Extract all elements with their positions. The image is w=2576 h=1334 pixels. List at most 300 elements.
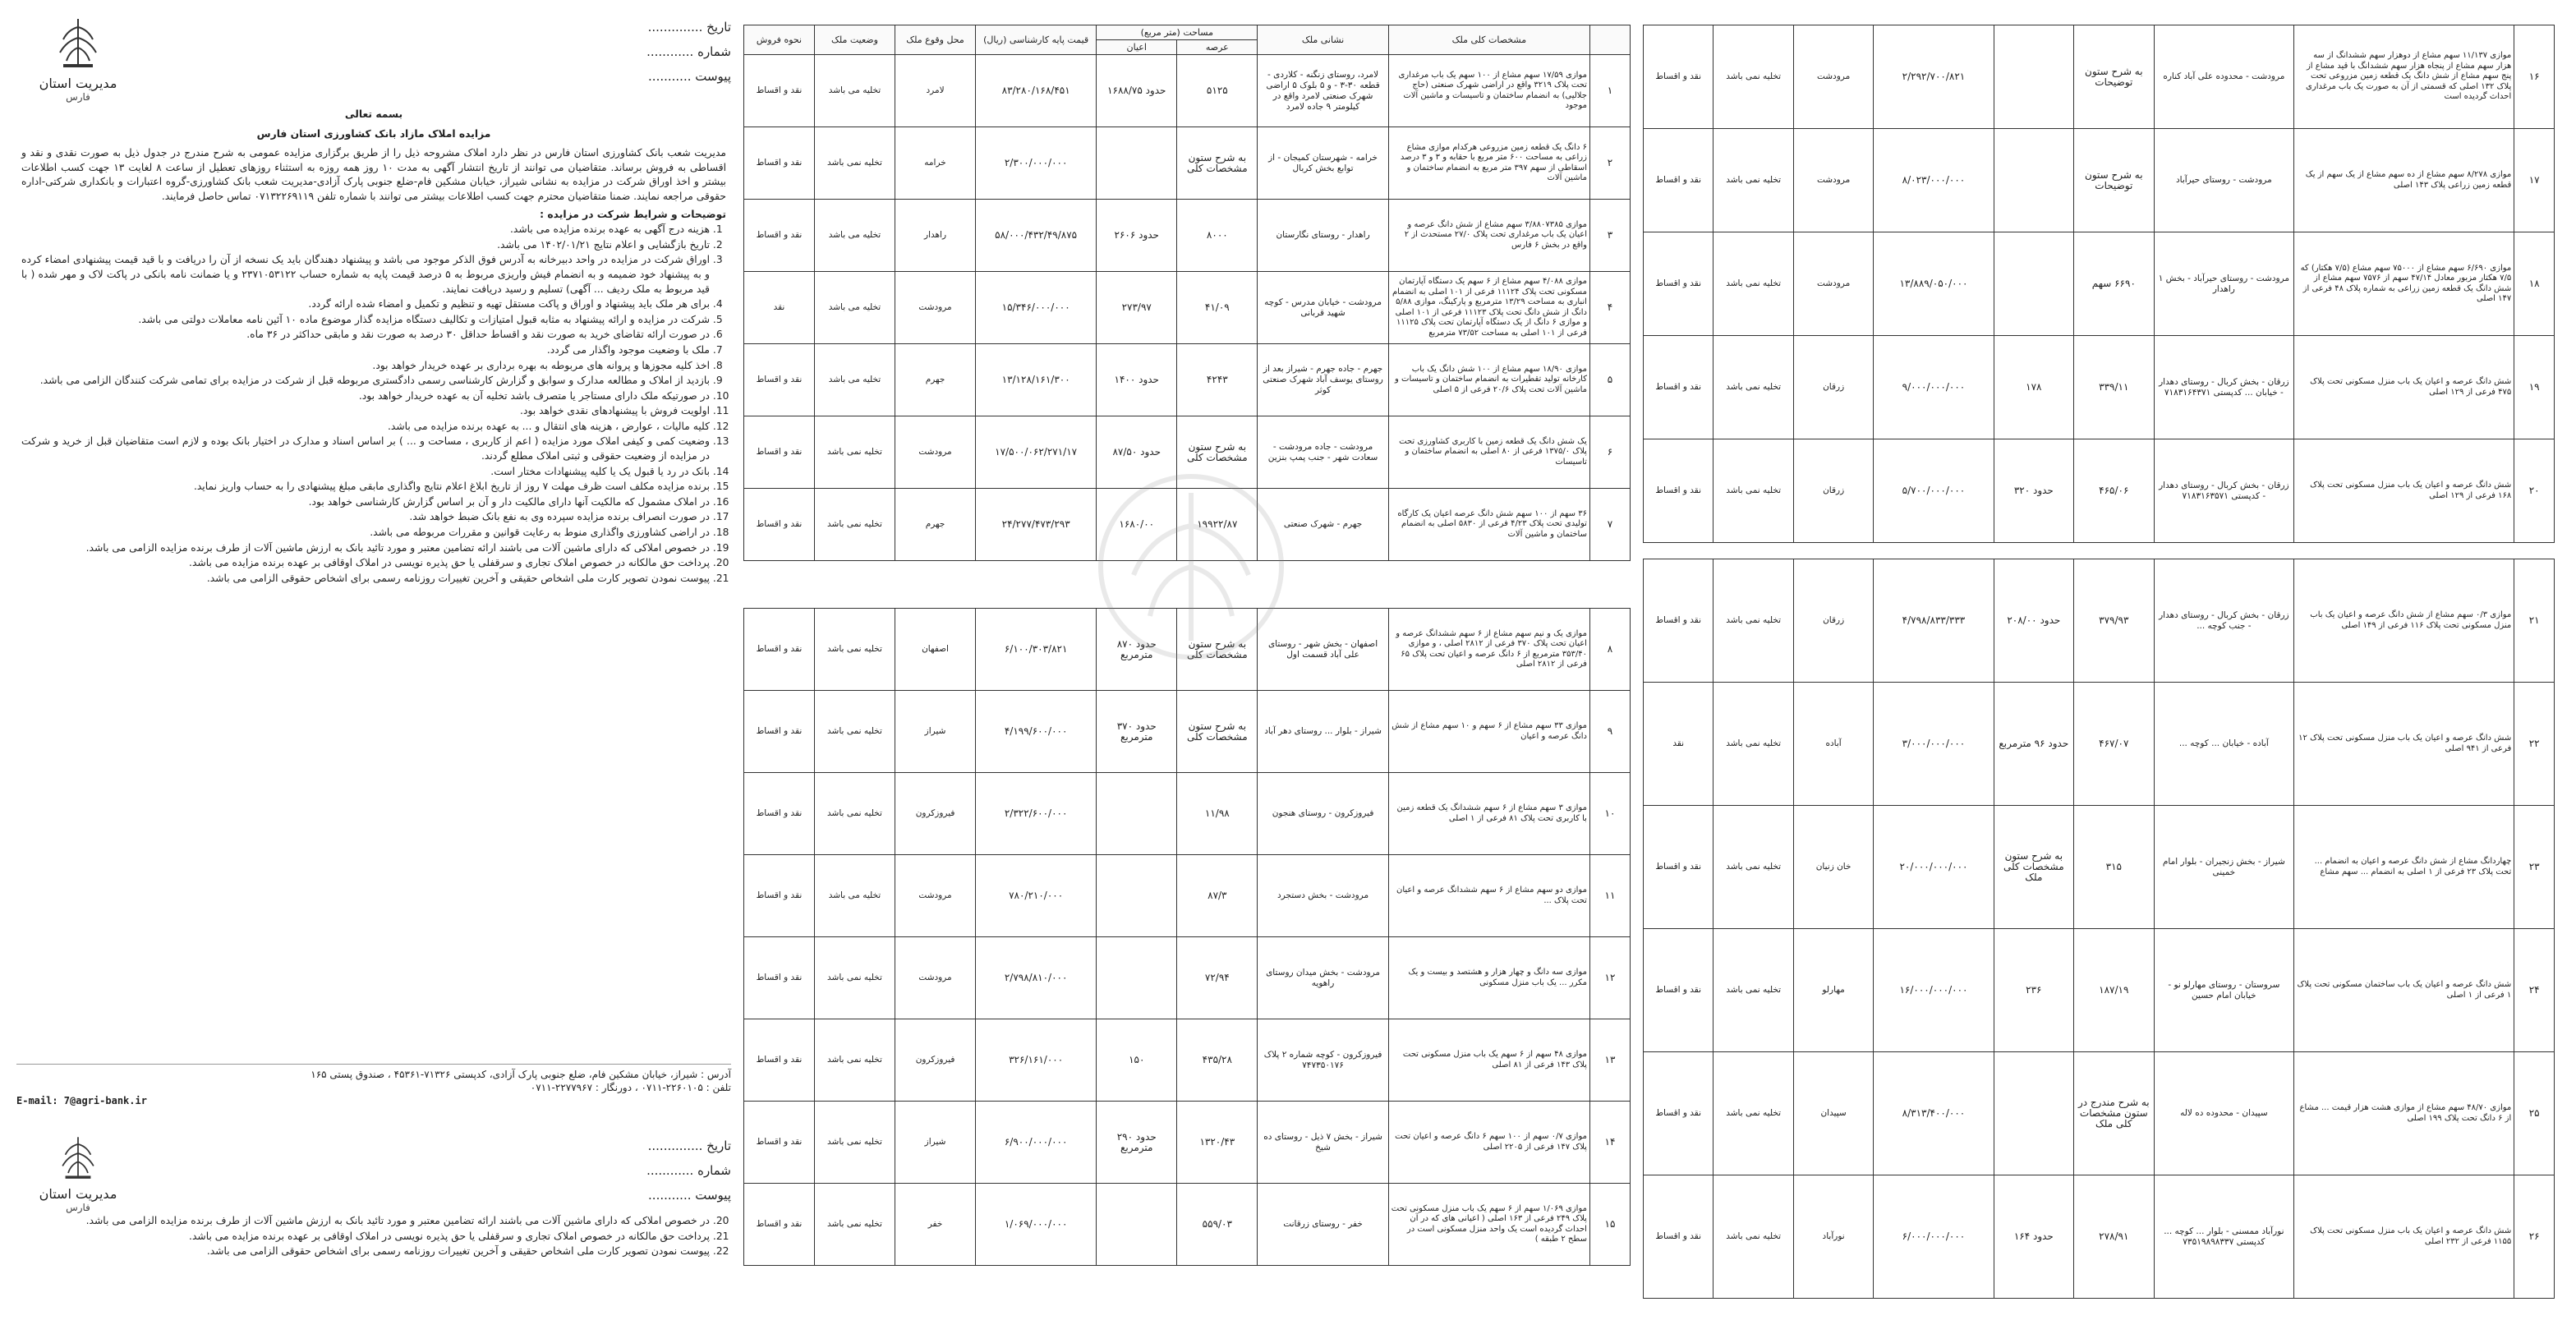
cell-price: ۲/۳۲۲/۶۰۰/۰۰۰	[976, 773, 1097, 855]
cell-n: ۲۱	[2514, 559, 2555, 683]
cell-desc: موازی سه دانگ و چهار هزار و هشتصد و بیست و یک مکرر ... یک باب منزل مسکونی	[1388, 937, 1589, 1019]
cell-land: به شرح ستون مشخصات کلی	[1177, 416, 1258, 489]
table-body	[744, 609, 1631, 1266]
table-row	[1644, 1175, 2555, 1299]
col-specs: مشخصات کلی ملک	[1388, 25, 1589, 55]
cell-n: ۱۹	[2514, 336, 2555, 439]
cell-desc: شش دانگ عرصه و اعیان یک باب ساختمان مسکونی تحت پلاک ۱ فرعی از ۱ اصلی	[2294, 929, 2514, 1052]
cell-n: ۱۵	[1589, 1184, 1630, 1266]
wheat-logo-icon	[45, 15, 111, 72]
cell-price: ۸/۰۲۳/۰۰۰/۰۰۰	[1874, 129, 1994, 232]
cell-sale: نقد و اقساط	[1644, 336, 1714, 439]
cell-loc: لامرد	[895, 55, 976, 127]
cell-addr: مرودشت - روستای حیرآباد	[2154, 129, 2294, 232]
table-row	[1644, 806, 2555, 929]
cell-status: تخلیه می باشد	[814, 200, 895, 272]
cell-addr: خفر - روستای زرقانت	[1258, 1184, 1388, 1266]
cell-sale: نقد	[1644, 683, 1714, 806]
condition-item: 20. پرداخت حق مالکانه در خصوص املاک تجاری و سرقفلی یا حق پذیره نویسی در املاک اوقافی بر عهده برنده مزایده می باشد.	[21, 556, 710, 571]
cell-n: ۱	[1589, 55, 1630, 127]
cell-desc: موازی ۱۱/۱۳۷ سهم مشاع از دوهزار سهم ششدانگ از سه هزار سهم مشاع از پنجاه هزار سهم ششدانگ با قید مشاع از پنج سهم مشاع از شش دانگ یک قطعه زمین مزروعی تحت پلاک ۱۳۲ اصلی که قسمتی از آن به صورت یک باب مرغداری احداث گردیده است	[2294, 25, 2514, 129]
condition-item: 9. بازدید از املاک و مطالعه مدارک و سوابق و گزارش کارشناسی رسمی دادگستری مربوطه قبل از شرکت در مزایده برای تمامی شرکت کنندگان الزامی می باشد.	[21, 374, 710, 389]
cell-addr: مرودشت - بخش دستجرد	[1258, 855, 1388, 937]
condition-item: 16. در املاک مشمول که مالکیت آنها دارای مالکیت دار و آن بر اساس گزارش کارشناسی خواهد بود.	[21, 495, 710, 510]
org-caption: مدیریت استان	[39, 76, 117, 91]
cell-sale: نقد و اقساط	[744, 200, 815, 272]
org-sub: فارس	[66, 91, 90, 103]
cell-bld	[1097, 1184, 1177, 1266]
cell-bld	[1994, 232, 2073, 336]
cell-price: ۶/۰۰۰/۰۰۰/۰۰۰	[1874, 1175, 1994, 1299]
cell-status: تخلیه نمی باشد	[1714, 232, 1793, 336]
table-row	[1644, 683, 2555, 806]
conditions-title: توضیحات و شرایط شرکت در مزایده :	[540, 208, 726, 220]
cell-addr: زرقان - بخش کربال - روستای دهدار - جنب کوچه ...	[2154, 559, 2294, 683]
cell-n: ۱۶	[2514, 25, 2555, 129]
cell-status: تخلیه نمی باشد	[814, 773, 895, 855]
cell-sale: نقد و اقساط	[1644, 929, 1714, 1052]
cell-status: تخلیه می باشد	[814, 272, 895, 344]
cell-loc: جهرم	[895, 344, 976, 416]
cell-desc: موازی ۱۷/۵۹ سهم مشاع از ۱۰۰ سهم یک باب مرغداری تحت پلاک ۳۲۱۹ واقع در اراضی شهرک صنعتی (حاج جلالیی) به انضمام ساختمان و تاسیسات و ماشین آلات موجود	[1388, 55, 1589, 127]
cell-n: ۴	[1589, 272, 1630, 344]
cell-price: ۲۰/۰۰۰/۰۰۰/۰۰۰	[1874, 806, 1994, 929]
cell-loc: خان زنیان	[1793, 806, 1873, 929]
cell-addr: جهرم - جاده جهرم - شیراز بعد از روستای یوسف آباد شهرک صنعتی کوثر	[1258, 344, 1388, 416]
cell-n: ۱۲	[1589, 937, 1630, 1019]
letter-meta	[646, 15, 731, 89]
cell-land: ۳۱۵	[2074, 806, 2154, 929]
table-row	[744, 1019, 1631, 1102]
table-row	[744, 609, 1631, 691]
condition-item: 20. در خصوص املاکی که دارای ماشین آلات می باشند ارائه تضامین معتبر و مورد تائید بانک به ارزش ماشین آلات از طرف برنده مزایده الزامی می باشد.	[21, 1214, 710, 1229]
cell-addr: زرقان - بخش کربال - روستای دهدار - کدپستی ۷۱۸۳۱۶۳۵۷۱	[2154, 439, 2294, 543]
condition-item: 2. تاریخ بازگشایی و اعلام نتایج ۱۴۰۲/۰۱/۲۱ می باشد.	[21, 238, 710, 253]
cell-status: تخلیه نمی باشد	[814, 127, 895, 200]
letter-page-2	[16, 1134, 731, 1322]
cell-loc: راهدار	[895, 200, 976, 272]
table-row	[1644, 1052, 2555, 1175]
cell-desc: ۳۶ سهم از ۱۰۰ سهم شش دانگ عرصه اعیان یک کارگاه تولیدی تحت پلاک ۴/۲۳ فرعی از ۵۸۳۰ اصلی به انضمام ساختمان و ماشین آلات	[1388, 489, 1589, 561]
cell-status: تخلیه می باشد	[814, 55, 895, 127]
cell-desc: موازی یک و نیم سهم مشاع از ۶ سهم ششدانگ عرصه و اعیان تحت پلاک ۳۷۰ فرعی از ۲۸۱۲ اصلی ، و موازی ۳۵۳/۴۰ مترمربع از ۶ دانگ عرصه و اعیان تحت پلاک ۶۵ فرعی از ۲۸۱۲ اصلی	[1388, 609, 1589, 691]
org-sub: فارس	[66, 1202, 90, 1213]
condition-item: 14. بانک در رد یا قبول یک یا کلیه پیشنهادات مختار است.	[21, 465, 710, 480]
cell-sale: نقد و اقساط	[744, 691, 815, 773]
cell-status: تخلیه نمی باشد	[1714, 559, 1793, 683]
cell-n: ۱۰	[1589, 773, 1630, 855]
cell-status: تخلیه نمی باشد	[814, 489, 895, 561]
cell-desc: موازی ۴/۰۸۸ سهم مشاع از ۶ سهم یک دستگاه آپارتمان مسکونی تحت پلاک ۱۱۱۲۴ فرعی از ۱۰۱ اصلی به انضمام انباری به مساحت ۱۳/۲۹ مترمربع و پارکینگ، موازی ۵/۸۸ دانگ از شش دانگ تحت پلاک ۱۱۱۲۳ فرعی از ۱۰۱ اصلی و موازی ۶ دانگ از یک دستگاه آپارتمان تحت پلاک ۱۱۱۲۵ فرعی از ۱۰۱ اصلی به مساحت ۷۳/۵۲ مترمربع	[1388, 272, 1589, 344]
cell-bld: حدود ۸۷۰ مترمربع	[1097, 609, 1177, 691]
table-row	[744, 773, 1631, 855]
cell-price: ۲/۷۹۸/۸۱۰/۰۰۰	[976, 937, 1097, 1019]
cell-land: به شرح ستون توضیحات	[2074, 129, 2154, 232]
cell-bld: حدود ۱۴۰۰	[1097, 344, 1177, 416]
cell-sale: نقد و اقساط	[1644, 129, 1714, 232]
cell-status: تخلیه نمی باشد	[814, 609, 895, 691]
cell-addr: مرودشت - بخش میدان روستای راهویه	[1258, 937, 1388, 1019]
cell-land: ۱۸۷/۱۹	[2074, 929, 2154, 1052]
condition-item: 4. برای هر ملک باید پیشنهاد و اوراق و پاکت مستقل تهیه و تنظیم و تکمیل و امضاء شده ارائه گردد.	[21, 297, 710, 312]
condition-item: 3. اوراق شرکت در مزایده در واحد دبیرخانه به آدرس فوق الذکر موجود می باشد و پیشنهاد دهندگان باید یک نسخه از آن را دریافت و با قید قیمت پیشنهادی امضاء کرده و به پیشنهاد خود ضمیمه و به انضمام فیش واریزی مربوط به ۵ درصد قیمت پایه به شماره حساب ۲۳۷۱۰۵۳۱۲۲ و یا ضمانت نامه بانکی در پاکت لاک و مهر شده ( با قید مربوط به ملک ردیف ... آگهی) تسلیم و رسید دریافت نمایند.	[21, 253, 710, 297]
cell-desc: موازی ۴۸/۷۰ سهم مشاع از موازی هشت هزار قیمت ... مشاع از ۶ دانگ تحت پلاک ۱۹۹ اصلی	[2294, 1052, 2514, 1175]
cell-loc: اصفهان	[895, 609, 976, 691]
conditions-list-2	[21, 1214, 726, 1259]
condition-item: 6. در صورت ارائه تقاضای خرید به صورت نقد و اقساط حداقل ۳۰ درصد به صورت نقد و مابقی حداکثر در ۳۶ ماه.	[21, 328, 710, 343]
cell-addr: راهدار - روستای نگارستان	[1258, 200, 1388, 272]
cell-land: به شرح ستون مشخصات کلی	[1177, 127, 1258, 200]
cell-desc: موازی ۳/۸۸۰۷۳۸۵ سهم مشاع از شش دانگ عرصه و اعیان یک باب مرغداری تحت پلاک ۲۷/۰ مستحدث از ۲ واقع در بخش ۶ فارس	[1388, 200, 1589, 272]
cell-status: تخلیه نمی باشد	[1714, 929, 1793, 1052]
number-label: شماره ............	[646, 1163, 731, 1178]
col-price: قیمت پایه کارشناسی (ریال)	[976, 25, 1097, 55]
cell-loc: خرامه	[895, 127, 976, 200]
condition-item: 17. در صورت انصراف برنده مزایده سپرده وی به نفع بانک ضبط خواهد شد.	[21, 510, 710, 525]
cell-desc: موازی ۰/۳ سهم مشاع از شش دانگ عرصه و اعیان یک باب منزل مسکونی تحت پلاک ۱۱۶ فرعی از ۱۴۹ اصلی	[2294, 559, 2514, 683]
cell-status: تخلیه نمی باشد	[814, 937, 895, 1019]
cell-land: ۴۳۵/۲۸	[1177, 1019, 1258, 1102]
cell-desc: شش دانگ عرصه و اعیان یک باب منزل مسکونی تحت پلاک ۱۶۸ فرعی از ۱۲۹ اصلی	[2294, 439, 2514, 543]
cell-sale: نقد و اقساط	[1644, 232, 1714, 336]
col-row	[1589, 25, 1630, 55]
cell-land: به شرح ستون مشخصات کلی	[1177, 609, 1258, 691]
cell-price: ۱۶/۰۰۰/۰۰۰/۰۰۰	[1874, 929, 1994, 1052]
cell-price: ۴/۷۹۸/۸۳۳/۳۳۳	[1874, 559, 1994, 683]
cell-land: ۱۳۲۰/۴۳	[1177, 1102, 1258, 1184]
letter-page-1	[16, 15, 731, 1107]
cell-land: ۲۷۸/۹۱	[2074, 1175, 2154, 1299]
table-body	[1644, 559, 2555, 1299]
cell-loc: شیراز	[895, 691, 976, 773]
cell-addr: فیروزکرون - کوچه شماره ۲ پلاک ۷۴۷۳۵۰۱۷۶	[1258, 1019, 1388, 1102]
cell-land: ۴۱/۰۹	[1177, 272, 1258, 344]
cell-sale: نقد و اقساط	[1644, 806, 1714, 929]
cell-status: تخلیه نمی باشد	[1714, 439, 1793, 543]
footer-phone: تلفن : ۲۲۶۰۱۰۵-۰۷۱۱ ، دورنگار : ۲۲۷۷۹۶۷-۰۷۱۱	[530, 1082, 731, 1093]
cell-status: تخلیه نمی باشد	[1714, 1175, 1793, 1299]
col-address: نشانی ملک	[1258, 25, 1388, 55]
table-row	[744, 1184, 1631, 1266]
letterhead-2	[16, 1134, 731, 1213]
cell-loc: مرودشت	[1793, 232, 1873, 336]
col-location: محل وقوع ملک	[895, 25, 976, 55]
footer-email: E-mail: 7@agri-bank.ir	[16, 1095, 147, 1106]
cell-addr: مرودشت - روستای حیرآباد - بخش ۱ راهدار	[2154, 232, 2294, 336]
cell-price: ۳۲۶/۱۶۱/۰۰۰	[976, 1019, 1097, 1102]
cell-price: ۵۸/۰۰۰/۴۳۲/۴۹/۸۷۵	[976, 200, 1097, 272]
cell-bld	[1994, 25, 2073, 129]
cell-bld	[1097, 855, 1177, 937]
cell-desc: شش دانگ عرصه و اعیان یک باب منزل مسکونی تحت پلاک ۱۲ فرعی از ۹۴۱ اصلی	[2294, 683, 2514, 806]
cell-loc: مهارلو	[1793, 929, 1873, 1052]
cell-land: ۴۲۴۳	[1177, 344, 1258, 416]
cell-price: ۱۳/۱۲۸/۱۶۱/۳۰۰	[976, 344, 1097, 416]
cell-n: ۷	[1589, 489, 1630, 561]
cell-sale: نقد و اقساط	[744, 609, 815, 691]
cell-price: ۱۷/۵۰۰/۰۶۲/۲۷۱/۱۷	[976, 416, 1097, 489]
cell-status: تخلیه نمی باشد	[1714, 806, 1793, 929]
cell-desc: شش دانگ عرصه و اعیان یک باب منزل مسکونی تحت پلاک ۱۱۵۵ فرعی از ۲۳۲ اصلی	[2294, 1175, 2514, 1299]
cell-sale: نقد و اقساط	[1644, 25, 1714, 129]
cell-n: ۶	[1589, 416, 1630, 489]
cell-bld: حدود ۲۶۰۶	[1097, 200, 1177, 272]
property-table-2	[743, 608, 1631, 1266]
cell-status: تخلیه نمی باشد	[814, 691, 895, 773]
cell-n: ۱۴	[1589, 1102, 1630, 1184]
condition-item: 19. در خصوص املاکی که دارای ماشین آلات می باشند ارائه تضامین معتبر و مورد تائید بانک به ارزش ماشین آلات از طرف برنده مزایده الزامی می باشد.	[21, 541, 710, 556]
cell-n: ۵	[1589, 344, 1630, 416]
cell-price: ۳/۰۰۰/۰۰۰/۰۰۰	[1874, 683, 1994, 806]
cell-bld	[1994, 129, 2073, 232]
cell-n: ۱۱	[1589, 855, 1630, 937]
cell-n: ۲۳	[2514, 806, 2555, 929]
attachment-label: پیوست ...........	[648, 69, 731, 84]
cell-sale: نقد و اقساط	[744, 855, 815, 937]
cell-bld: ۲۷۳/۹۷	[1097, 272, 1177, 344]
cell-n: ۲	[1589, 127, 1630, 200]
cell-addr: اصفهان - بخش شهر - روستای علی آباد قسمت اول	[1258, 609, 1388, 691]
cell-n: ۲۵	[2514, 1052, 2555, 1175]
date-label: تاریخ ..............	[647, 20, 731, 34]
property-table-1	[743, 25, 1631, 561]
cell-n: ۱۷	[2514, 129, 2555, 232]
cell-bld: ۱۶۸۰/۰۰	[1097, 489, 1177, 561]
cell-n: ۲۲	[2514, 683, 2555, 806]
cell-price: ۸/۳۱۳/۴۰۰/۰۰۰	[1874, 1052, 1994, 1175]
col-area: مساحت (متر مربع)	[1097, 25, 1258, 40]
cell-land: به شرح مندرج در ستون مشخصات کلی ملک	[2074, 1052, 2154, 1175]
cell-addr: مرودشت - محدوده علی آباد کناره	[2154, 25, 2294, 129]
cell-status: تخلیه نمی باشد	[1714, 336, 1793, 439]
table-row	[1644, 439, 2555, 543]
cell-price: ۲/۲۹۲/۷۰۰/۸۲۱	[1874, 25, 1994, 129]
cell-addr: مرودشت - جاده مرودشت - سعادت شهر - جنب پمپ بنزین	[1258, 416, 1388, 489]
cell-desc: چهاردانگ مشاع از شش دانگ عرصه و اعیان به انضمام ... تحت پلاک ۲۳ فرعی از ۱ اصلی به انضمام ... سهم مشاع	[2294, 806, 2514, 929]
cell-bld	[1097, 127, 1177, 200]
cell-price: ۲/۳۰۰/۰۰۰/۰۰۰	[976, 127, 1097, 200]
cell-land: ۶۶۹۰ سهم	[2074, 232, 2154, 336]
date-label: تاریخ ..............	[647, 1138, 731, 1153]
cell-sale: نقد و اقساط	[1644, 1175, 1714, 1299]
table-row	[744, 344, 1631, 416]
table-body	[744, 55, 1631, 561]
cell-loc: جهرم	[895, 489, 976, 561]
cell-price: ۵/۷۰۰/۰۰۰/۰۰۰	[1874, 439, 1994, 543]
letter-title: مزایده املاک مازاد بانک کشاورزی استان فارس	[256, 127, 491, 140]
wheat-logo-icon	[49, 1134, 107, 1183]
cell-status: تخلیه نمی باشد	[1714, 1052, 1793, 1175]
cell-addr: خرامه - شهرستان کمیجان - از توابع بخش کربال	[1258, 127, 1388, 200]
cell-land: ۸۰۰۰	[1177, 200, 1258, 272]
cell-desc: یک شش دانگ یک قطعه زمین با کاربری کشاورزی تحت پلاک ۱۳۷۵/۰ فرعی از ۸۰ اصلی به انضمام ساختمان و تاسیسات	[1388, 416, 1589, 489]
cell-status: تخلیه نمی باشد	[1714, 25, 1793, 129]
cell-bld: حدود ۸۷/۵۰	[1097, 416, 1177, 489]
condition-item: 15. برنده مزایده مکلف است ظرف مهلت ۷ روز از تاریخ ابلاغ اعلام نتایج واگذاری مابقی مبلغ پیشنهادی را به حساب واریز نماید.	[21, 480, 710, 494]
cell-land: ۵۵۹/۰۳	[1177, 1184, 1258, 1266]
cell-sale: نقد و اقساط	[744, 489, 815, 561]
cell-addr: نورآباد ممسنی - بلوار ... کوچه ... کدپستی ۷۳۵۱۹۸۹۸۳۳۷	[2154, 1175, 2294, 1299]
table-row	[1644, 232, 2555, 336]
cell-desc: موازی ۴۸ سهم از ۶ سهم یک باب منزل مسکونی تحت پلاک ۱۴۳ فرعی از ۸۱ اصلی	[1388, 1019, 1589, 1102]
cell-status: تخلیه می باشد	[814, 344, 895, 416]
cell-bld: حدود ۲۰۸/۰۰	[1994, 559, 2073, 683]
condition-item: 18. در اراضی کشاورزی واگذاری منوط به رعایت قوانین و مقررات مربوطه می باشد.	[21, 526, 710, 540]
cell-desc: موازی ۳ سهم مشاع از ۶ سهم ششدانگ یک قطعه زمین با کاربری تحت پلاک ۸۱ فرعی از ۱ اصلی	[1388, 773, 1589, 855]
cell-sale: نقد و اقساط	[744, 127, 815, 200]
cell-n: ۹	[1589, 691, 1630, 773]
cell-status: تخلیه نمی باشد	[814, 1019, 895, 1102]
cell-loc: نورآباد	[1793, 1175, 1873, 1299]
condition-item: 10. در صورتیکه ملک دارای مستاجر یا متصرف باشد تخلیه آن به عهده خریدار خواهد بود.	[21, 389, 710, 404]
cell-land: ۱۱/۹۸	[1177, 773, 1258, 855]
table-row	[1644, 559, 2555, 683]
cell-bld: حدود ۱۶۸۸/۷۵	[1097, 55, 1177, 127]
property-table-4	[1643, 559, 2555, 1299]
letter-body	[16, 108, 731, 586]
cell-price: ۹/۰۰۰/۰۰۰/۰۰۰	[1874, 336, 1994, 439]
cell-sale: نقد و اقساط	[744, 937, 815, 1019]
cell-desc: موازی ۳۳ سهم مشاع از ۶ سهم و ۱۰ سهم مشاع از شش دانگ عرصه و اعیان	[1388, 691, 1589, 773]
cell-loc: شیراز	[895, 1102, 976, 1184]
cell-price: ۲۴/۲۷۷/۴۷۳/۲۹۳	[976, 489, 1097, 561]
cell-bld: حدود ۱۶۴	[1994, 1175, 2073, 1299]
cell-loc: فیروزکرون	[895, 773, 976, 855]
cell-n: ۳	[1589, 200, 1630, 272]
cell-desc: ۶ دانگ یک قطعه زمین مزروعی هرکدام موازی مشاع زراعی به مساحت ۶۰۰ متر مربع با حقابه و ۳ و ۳ درصد اسقاطی از سهم ۳۹۷ متر مربع به انضمام ساختمان و ماشین آلات	[1388, 127, 1589, 200]
table-row	[744, 200, 1631, 272]
bismillah: بسمه تعالی	[344, 108, 403, 120]
table-row	[744, 1102, 1631, 1184]
cell-loc: مرودشت	[895, 416, 976, 489]
col-sale: نحوه فروش	[744, 25, 815, 55]
cell-n: ۱۳	[1589, 1019, 1630, 1102]
cell-bld	[1097, 773, 1177, 855]
cell-addr: زرقان - بخش کربال - روستای دهدار - خیابان ... کدپستی ۷۱۸۳۱۶۴۳۷۱	[2154, 336, 2294, 439]
cell-desc: موازی ۶/۶۹۰ سهم مشاع از ۷۵۰۰۰ سهم مشاع (۷/۵ هکتار) که ۷/۵ هکتار مزبور معادل ۴۷/۱۴ سهم از ۷۵۷۶ سهم مشاع از شش دانگ یک قطعه زمین زراعی به شماره پلاک ۴۸ فرعی از ۱۴۷ اصلی	[2294, 232, 2514, 336]
col-area-land: عرصه	[1177, 40, 1258, 55]
cell-bld: حدود ۳۷۰ مترمربع	[1097, 691, 1177, 773]
cell-status: تخلیه نمی باشد	[1714, 683, 1793, 806]
cell-loc: زرقان	[1793, 559, 1873, 683]
col-area-building: اعیان	[1097, 40, 1177, 55]
condition-item: 13. وضعیت کمی و کیفی املاک مورد مزایده ( اعم از کاربری ، مساحت و ... ) بر اساس اسناد و مدارک در اختیار بانک بوده و لازم است متقاضیان قبل از خرید و شرکت در مزایده از وضعیت حقوقی و ثبتی املاک مطلع گردند.	[21, 435, 710, 463]
cell-addr: مرودشت - خیابان مدرس - کوچه شهید قربانی	[1258, 272, 1388, 344]
table-row	[1644, 336, 2555, 439]
cell-desc: موازی ۱/۰۶۹ سهم از ۶ سهم یک باب منزل مسکونی تحت پلاک ۲۴۹ فرعی از ۱۶۳ اصلی ( اعیانی های که در آن احداث گردیده است یک واحد منزل مسکونی است در سطح ۲ طبقه )	[1388, 1184, 1589, 1266]
cell-addr: شیراز - بخش زنجیران - بلوار امام خمینی	[2154, 806, 2294, 929]
cell-land: ۷۲/۹۴	[1177, 937, 1258, 1019]
cell-price: ۱۵/۳۴۶/۰۰۰/۰۰۰	[976, 272, 1097, 344]
cell-sale: نقد	[744, 272, 815, 344]
bank-logo	[16, 15, 140, 103]
condition-item: 12. کلیه مالیات ، عوارض ، هزینه های انتقال و ... به عهده برنده مزایده می باشد.	[21, 420, 710, 435]
cell-status: تخلیه نمی باشد	[814, 1184, 895, 1266]
cell-loc: خفر	[895, 1184, 976, 1266]
cell-loc: زرقان	[1793, 439, 1873, 543]
attachment-label: پیوست ...........	[648, 1188, 731, 1203]
cell-sale: نقد و اقساط	[1644, 1052, 1714, 1175]
cell-land: ۳۷۹/۹۳	[2074, 559, 2154, 683]
cell-addr: شیراز - بخش ۷ ذیل - روستای ده شیخ	[1258, 1102, 1388, 1184]
cell-n: ۲۴	[2514, 929, 2555, 1052]
cell-sale: نقد و اقساط	[744, 1102, 815, 1184]
bank-logo-2	[16, 1134, 140, 1213]
cell-land: به شرح ستون مشخصات کلی	[1177, 691, 1258, 773]
cell-price: ۶/۹۰۰/۰۰۰/۰۰۰	[976, 1102, 1097, 1184]
cell-land: ۱۹۹۲۲/۸۷	[1177, 489, 1258, 561]
cell-land: ۸۷/۳	[1177, 855, 1258, 937]
cell-price: ۴/۱۹۹/۶۰۰/۰۰۰	[976, 691, 1097, 773]
table-row	[744, 272, 1631, 344]
cell-sale: نقد و اقساط	[744, 416, 815, 489]
cell-loc: مرودشت	[1793, 129, 1873, 232]
cell-price: ۸۳/۲۸۰/۱۶۸/۴۵۱	[976, 55, 1097, 127]
cell-sale: نقد و اقساط	[744, 1019, 815, 1102]
table-row	[744, 127, 1631, 200]
cell-loc: سپیدان	[1793, 1052, 1873, 1175]
cell-addr: آباده - خیابان ... کوچه ...	[2154, 683, 2294, 806]
cell-land: به شرح ستون توضیحات	[2074, 25, 2154, 129]
cell-price: ۶/۱۰۰/۳۰۳/۸۲۱	[976, 609, 1097, 691]
org-caption: مدیریت استان	[39, 1186, 117, 1202]
cell-bld: ۲۳۶	[1994, 929, 2073, 1052]
property-table-3	[1643, 25, 2555, 543]
table-row	[744, 855, 1631, 937]
cell-land: ۴۶۷/۰۷	[2074, 683, 2154, 806]
cell-sale: نقد و اقساط	[744, 55, 815, 127]
condition-item: 11. اولویت فروش با پیشنهادهای نقدی خواهد بود.	[21, 404, 710, 419]
table-row	[744, 937, 1631, 1019]
table-row	[1644, 25, 2555, 129]
letter-footer	[16, 1064, 731, 1107]
letter-meta-2	[646, 1134, 731, 1208]
cell-loc: زرقان	[1793, 336, 1873, 439]
cell-desc: شش دانگ عرصه و اعیان یک باب منزل مسکونی تحت پلاک ۴۷۵ فرعی از ۱۲۹ اصلی	[2294, 336, 2514, 439]
cell-sale: نقد و اقساط	[1644, 559, 1714, 683]
cell-loc: مرودشت	[895, 855, 976, 937]
cell-loc: مرودشت	[895, 272, 976, 344]
condition-item: 1. هزینه درج آگهی به عهده برنده مزایده می باشد.	[21, 223, 710, 237]
cell-bld: حدود ۲۹۰ مترمربع	[1097, 1102, 1177, 1184]
cell-bld	[1994, 1052, 2073, 1175]
cell-bld	[1097, 937, 1177, 1019]
cell-status: تخلیه نمی باشد	[1714, 129, 1793, 232]
cell-status: تخلیه نمی باشد	[814, 416, 895, 489]
cell-desc: موازی دو سهم مشاع از ۶ سهم ششدانگ عرصه و اعیان تحت پلاک ...	[1388, 855, 1589, 937]
condition-item: 22. پیوست نمودن تصویر کارت ملی اشخاص حقیقی و آخرین تغییرات روزنامه رسمی برای اشخاص حقوقی الزامی می باشد.	[21, 1244, 710, 1259]
cell-bld: ۱۵۰	[1097, 1019, 1177, 1102]
table-row	[744, 691, 1631, 773]
cell-desc: موازی ۸/۲۷۸ سهم مشاع از ده سهم مشاع از یک سهم از یک قطعه زمین زراعی پلاک ۱۴۳ اصلی	[2294, 129, 2514, 232]
cell-addr: سپیدان - محدوده ده لاله	[2154, 1052, 2294, 1175]
number-label: شماره ............	[646, 44, 731, 59]
cell-loc: مرودشت	[1793, 25, 1873, 129]
cell-desc: موازی ۱۸/۹۰ سهم مشاع از ۱۰۰ شش دانگ یک باب کارخانه تولید تقطیرات به انضمام ساختمان و تاسیسات و ماشین آلات تحت پلاک ۲۰/۶ فرعی از ۵ اصلی	[1388, 344, 1589, 416]
cell-loc: فیروزکرون	[895, 1019, 976, 1102]
cell-addr: جهرم - شهرک صنعتی	[1258, 489, 1388, 561]
cell-status: تخلیه می باشد	[814, 855, 895, 937]
cell-addr: سروستان - روستای مهارلو نو - خیابان امام حسین	[2154, 929, 2294, 1052]
cell-sale: نقد و اقساط	[744, 773, 815, 855]
condition-item: 5. شرکت در مزایده و ارائه پیشنهاد به مثابه قبول امتیازات و تکالیف دستگاه مزایده گذار موضوع ماده ۱۰ آئین نامه معاملات دولتی می باشد.	[21, 313, 710, 328]
condition-item: 7. ملک با وضعیت موجود واگذار می گردد.	[21, 343, 710, 358]
condition-item: 21. پیوست نمودن تصویر کارت ملی اشخاص حقیقی و آخرین تغییرات روزنامه رسمی برای اشخاص حقوقی الزامی می باشد.	[21, 572, 710, 586]
cell-loc: آباده	[1793, 683, 1873, 806]
table-row	[744, 489, 1631, 561]
cell-bld: به شرح ستون مشخصات کلی ملک	[1994, 806, 2073, 929]
cell-land: ۴۶۵/۰۶	[2074, 439, 2154, 543]
